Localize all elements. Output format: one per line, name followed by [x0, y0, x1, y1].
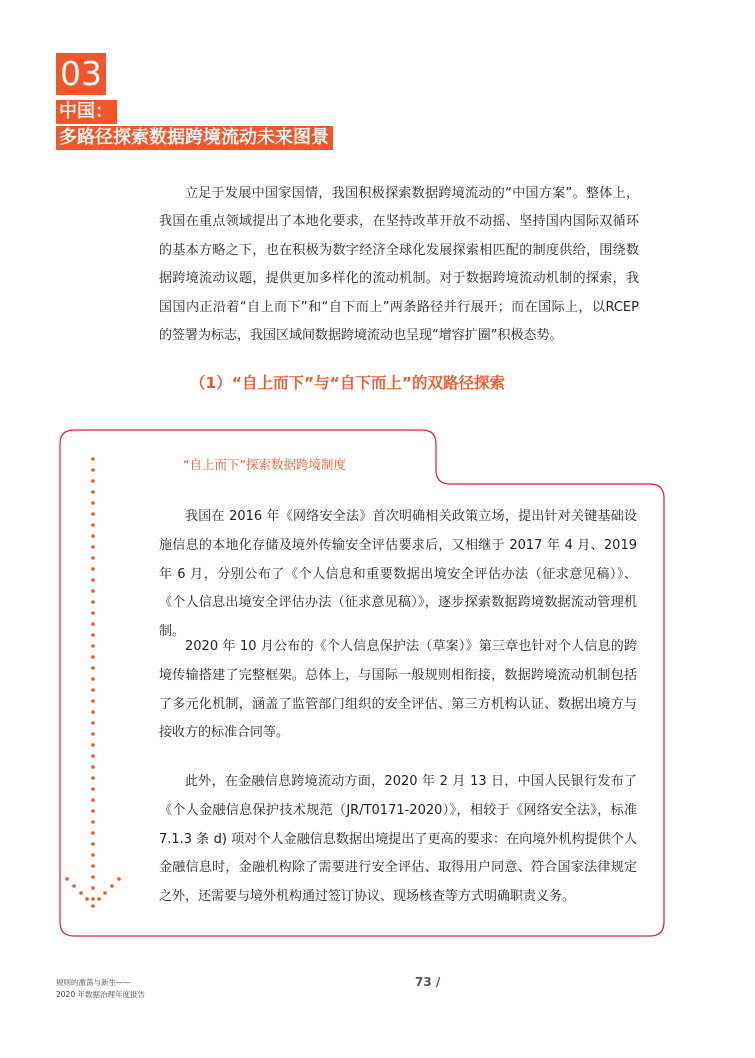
dotted-arrow-icon: [65, 457, 121, 908]
chapter-title-line-1: 中国：: [56, 100, 117, 124]
box-paragraph-2: 2020 年 10 月公布的《个人信息保护法（草案）》第三章也针对个人信息的跨境传输搭建了完整框架。总体上，与国际一般规则相衔接，数据跨境流动机制包括了多元化机制，涵盖了监管部门组织的安全评估、第三方机构认证、数据出境方与接收方的标准合同等。: [159, 639, 637, 741]
box-paragraph-1: 我国在 2016 年《网络安全法》首次明确相关政策立场，提出针对关键基础设施信息的本地化存储及境外传输安全评估要求后，又相继于 2017 年 4 月、2019 年 6 月，分别公布了《个人信息和重要数据出境安全评估办法（征求意见稿）》、《个人信息出境安全评估办法（征求意见稿）》，逐步探索数据跨境数据流动管理机制。: [159, 509, 637, 640]
chapter-title-line-2: 多路径探索数据跨境流动未来图景: [56, 126, 333, 150]
section-heading: （1）“自上而下”与“自下而上”的双路径探索: [190, 374, 506, 392]
chapter-number: 03: [56, 53, 106, 95]
footer-report-title: [56, 977, 145, 1001]
intro-paragraph: 立足于发展中国家国情，我国积极探索数据跨境流动的“中国方案”。整体上，我国在重点领域提出了本地化要求，在坚持改革开放不动摇、坚持国内国际双循环的基本方略之下，也在积极为数字经济全球化发展探索相匹配的制度供给，围绕数据跨境流动议题，提供更加多样化的流动机制。对于数据跨境流动机制的探索，我国国内正沿着“自上而下”和“自下而上”两条路径并行展开；而在国际上，以RCEP 的签署为标志，我国区域间数据跨境流动也呈现“增容扩圈”积极态势。: [159, 186, 639, 344]
box-label: “自上而下”探索数据跨境制度: [183, 457, 346, 472]
footer-report-line-1: 规则的激荡与新生——: [56, 978, 131, 987]
page-number: 73 /: [415, 975, 441, 989]
footer-report-line-2: 2020 年数据治理年度报告: [56, 990, 145, 999]
box-paragraph-3: 此外，在金融信息跨境流动方面，2020 年 2 月 13 日，中国人民银行发布了《个人金融信息保护技术规范（JR/T0171-2020）》，相较于《网络安全法》，标准 7.1.3 条 d) 项对个人金融信息数据出境提出了更高的要求：在向境外机构提供个人金融信息时，金融机构除了需要进行安全评估、取得用户同意、符合国家法律规定之外，还需要与境外机构通过签订协议、现场核查等方式明确职责义务。: [159, 774, 637, 905]
